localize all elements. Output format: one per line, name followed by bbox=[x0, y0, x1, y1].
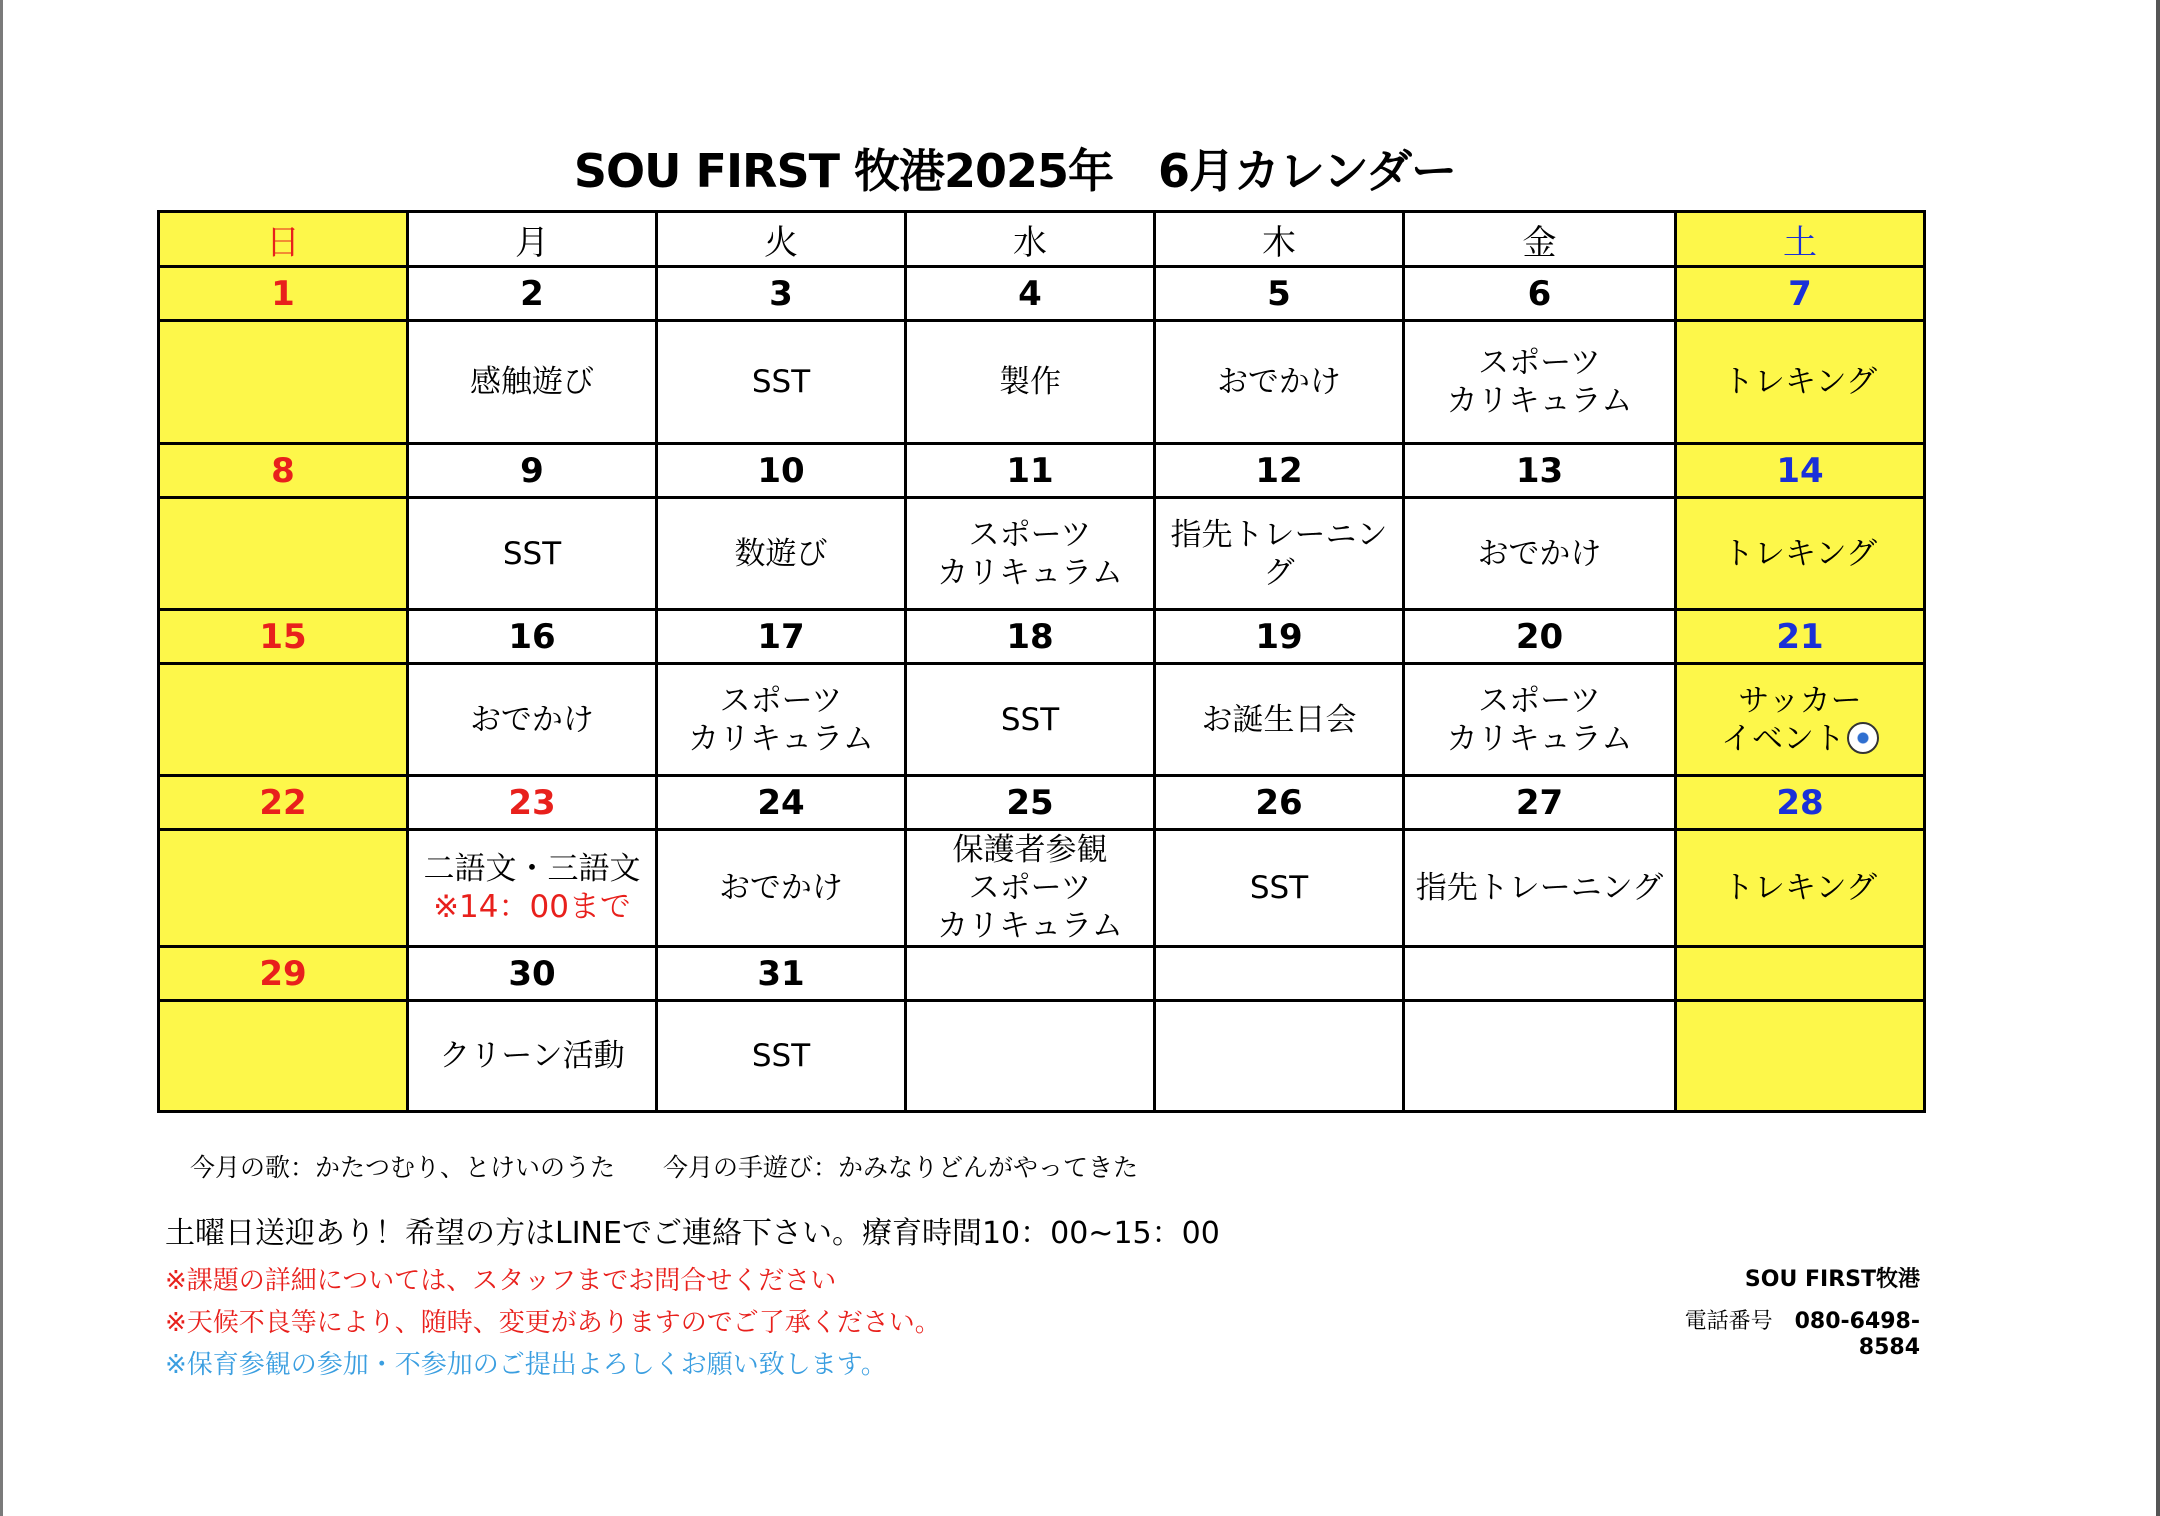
activity-time-note: ※14：00まで bbox=[433, 889, 631, 925]
date-row bbox=[159, 610, 1925, 664]
activity-label: 製作 bbox=[999, 364, 1061, 400]
activity-label: スポーツ bbox=[1478, 345, 1601, 381]
activity-label: SST bbox=[1249, 870, 1309, 906]
activity-cell bbox=[159, 321, 408, 444]
weekday-sat: 土 bbox=[1676, 212, 1925, 267]
date-cell: 13 bbox=[1404, 444, 1676, 498]
date-cell: 12 bbox=[1155, 444, 1404, 498]
activity-cell bbox=[408, 498, 657, 610]
activity-label: カリキュラム bbox=[688, 720, 874, 757]
note-weather: ※天候不良等により、随時、変更がありますのでご了承ください。 bbox=[165, 1308, 941, 1338]
activity-label: 保護者参観 bbox=[952, 832, 1108, 868]
activity-cell bbox=[1404, 498, 1676, 610]
activity-row bbox=[159, 1001, 1925, 1112]
activity-label: スポーツ bbox=[968, 870, 1092, 906]
activity-label: 指先トレーニング bbox=[1170, 516, 1388, 591]
activity-label: クリーン活動 bbox=[439, 1038, 625, 1074]
date-cell bbox=[1404, 947, 1676, 1001]
activity-label: SST bbox=[751, 364, 811, 400]
page-title: SOU FIRST 牧港2025年 6月カレンダー bbox=[573, 144, 1457, 198]
weekday-wed: 水 bbox=[906, 212, 1155, 267]
activity-label: イベント bbox=[1721, 720, 1845, 757]
activity-label: スポーツ bbox=[968, 516, 1092, 553]
activity-cell bbox=[1155, 1001, 1404, 1112]
activity-cell bbox=[1404, 321, 1676, 444]
activity-cell bbox=[1676, 1001, 1925, 1112]
activity-label: SST bbox=[1000, 701, 1060, 738]
date-cell: 9 bbox=[408, 444, 657, 498]
date-cell: 28 bbox=[1676, 776, 1925, 830]
weekday-mon: 月 bbox=[408, 212, 657, 267]
activity-cell bbox=[1155, 321, 1404, 444]
date-cell: 3 bbox=[657, 267, 906, 321]
activity-cell bbox=[906, 498, 1155, 610]
date-cell: 16 bbox=[408, 610, 657, 664]
activity-label: トレキング bbox=[1722, 364, 1878, 400]
date-cell bbox=[1155, 947, 1404, 1001]
date-cell: 24 bbox=[657, 776, 906, 830]
date-cell: 20 bbox=[1404, 610, 1676, 664]
activity-cell bbox=[1155, 664, 1404, 776]
date-cell: 31 bbox=[657, 947, 906, 1001]
activity-label: SST bbox=[502, 535, 562, 572]
activity-label: おでかけ bbox=[1477, 535, 1602, 572]
date-cell: 14 bbox=[1676, 444, 1925, 498]
activity-cell bbox=[657, 498, 906, 610]
date-cell: 4 bbox=[906, 267, 1155, 321]
phone-label: 電話番号 bbox=[1684, 1309, 1773, 1334]
weekday-tue: 火 bbox=[657, 212, 906, 267]
weekday-header-row bbox=[159, 212, 1925, 267]
activity-cell bbox=[1404, 830, 1676, 947]
activity-cell bbox=[1404, 1001, 1676, 1112]
activity-cell bbox=[657, 321, 906, 444]
soccer-ball-icon bbox=[1847, 722, 1879, 754]
page-border bbox=[2156, 0, 2160, 1516]
monthly-songs bbox=[190, 1148, 1138, 1184]
activity-cell bbox=[1676, 830, 1925, 947]
activity-cell bbox=[906, 664, 1155, 776]
activity-label: おでかけ bbox=[719, 870, 843, 906]
activity-cell bbox=[1676, 321, 1925, 444]
activity-cell bbox=[1155, 830, 1404, 947]
activity-cell bbox=[1155, 498, 1404, 610]
activity-label: お誕生日会 bbox=[1201, 701, 1357, 738]
activity-label: 感触遊び bbox=[470, 364, 594, 400]
activity-label: トレキング bbox=[1722, 535, 1878, 572]
date-row bbox=[159, 444, 1925, 498]
activity-cell bbox=[657, 1001, 906, 1112]
activity-label: スポーツ bbox=[719, 682, 843, 719]
activity-cell bbox=[408, 321, 657, 444]
activity-label: 数遊び bbox=[734, 535, 828, 572]
activity-row bbox=[159, 321, 1925, 444]
activity-label: 二語文・三語文 bbox=[423, 851, 641, 887]
activity-cell bbox=[159, 830, 408, 947]
weekday-fri: 金 bbox=[1404, 212, 1676, 267]
date-cell: 26 bbox=[1155, 776, 1404, 830]
date-cell: 30 bbox=[408, 947, 657, 1001]
date-cell: 21 bbox=[1676, 610, 1925, 664]
calendar-table bbox=[157, 210, 1926, 1113]
date-cell: 18 bbox=[906, 610, 1155, 664]
activity-label: トレキング bbox=[1722, 870, 1878, 906]
activity-label: カリキュラム bbox=[1446, 383, 1633, 419]
date-cell: 29 bbox=[159, 947, 408, 1001]
activity-row bbox=[159, 830, 1925, 947]
date-cell: 27 bbox=[1404, 776, 1676, 830]
activity-row bbox=[159, 664, 1925, 776]
note-inquiry: ※課題の詳細については、スタッフまでお問合せください bbox=[165, 1266, 837, 1296]
activity-cell bbox=[906, 830, 1155, 947]
activity-label: スポーツ bbox=[1478, 682, 1601, 719]
weekday-thu: 木 bbox=[1155, 212, 1404, 267]
activity-label: サッカー bbox=[1738, 682, 1862, 719]
pickup-note: 土曜日送迎あり！希望の方はLINEでご連絡下さい。療育時間10：00~15：00 bbox=[165, 1216, 1220, 1251]
date-cell: 10 bbox=[657, 444, 906, 498]
activity-row bbox=[159, 498, 1925, 610]
date-cell: 5 bbox=[1155, 267, 1404, 321]
activity-cell bbox=[159, 1001, 408, 1112]
activity-cell bbox=[159, 498, 408, 610]
activity-cell bbox=[408, 664, 657, 776]
activity-cell bbox=[408, 1001, 657, 1112]
activity-label: おでかけ bbox=[470, 701, 594, 738]
page-border bbox=[0, 0, 3, 1516]
activity-label: おでかけ bbox=[1217, 364, 1341, 400]
date-row bbox=[159, 267, 1925, 321]
activity-label: カリキュラム bbox=[1446, 720, 1633, 757]
phone-info bbox=[1640, 1304, 1920, 1360]
date-cell: 15 bbox=[159, 610, 408, 664]
organization-name: SOU FIRST牧港 bbox=[1744, 1267, 1920, 1292]
date-cell: 19 bbox=[1155, 610, 1404, 664]
activity-label: カリキュラム bbox=[937, 554, 1123, 591]
date-row bbox=[159, 776, 1925, 830]
activity-label: SST bbox=[751, 1038, 811, 1074]
date-cell: 1 bbox=[159, 267, 408, 321]
date-cell: 25 bbox=[906, 776, 1155, 830]
date-cell: 22 bbox=[159, 776, 408, 830]
date-cell: 7 bbox=[1676, 267, 1925, 321]
hand-play-of-month: 今月の手遊び：かみなりどんがやってきた bbox=[663, 1153, 1139, 1182]
date-cell: 11 bbox=[906, 444, 1155, 498]
activity-label-with-icon bbox=[1677, 720, 1923, 758]
activity-cell bbox=[1404, 664, 1676, 776]
activity-cell bbox=[1676, 498, 1925, 610]
activity-cell bbox=[906, 1001, 1155, 1112]
activity-cell bbox=[159, 664, 408, 776]
note-observation: ※保育参観の参加・不参加のご提出よろしくお願い致します。 bbox=[165, 1350, 887, 1380]
activity-cell bbox=[408, 830, 657, 947]
activity-cell bbox=[657, 830, 906, 947]
date-cell bbox=[906, 947, 1155, 1001]
date-row bbox=[159, 947, 1925, 1001]
activity-cell bbox=[657, 664, 906, 776]
activity-cell bbox=[906, 321, 1155, 444]
date-cell: 8 bbox=[159, 444, 408, 498]
date-cell bbox=[1676, 947, 1925, 1001]
activity-label: カリキュラム bbox=[937, 908, 1123, 944]
date-cell: 17 bbox=[657, 610, 906, 664]
song-of-month: 今月の歌：かたつむり、とけいのうた bbox=[190, 1153, 616, 1182]
activity-cell bbox=[1676, 664, 1925, 776]
date-cell: 2 bbox=[408, 267, 657, 321]
activity-label: 指先トレーニング bbox=[1415, 870, 1664, 906]
weekday-sun: 日 bbox=[159, 212, 408, 267]
date-cell-holiday: 23 bbox=[408, 776, 657, 830]
phone-number: 080-6498-8584 bbox=[1794, 1309, 1920, 1360]
date-cell: 6 bbox=[1404, 267, 1676, 321]
